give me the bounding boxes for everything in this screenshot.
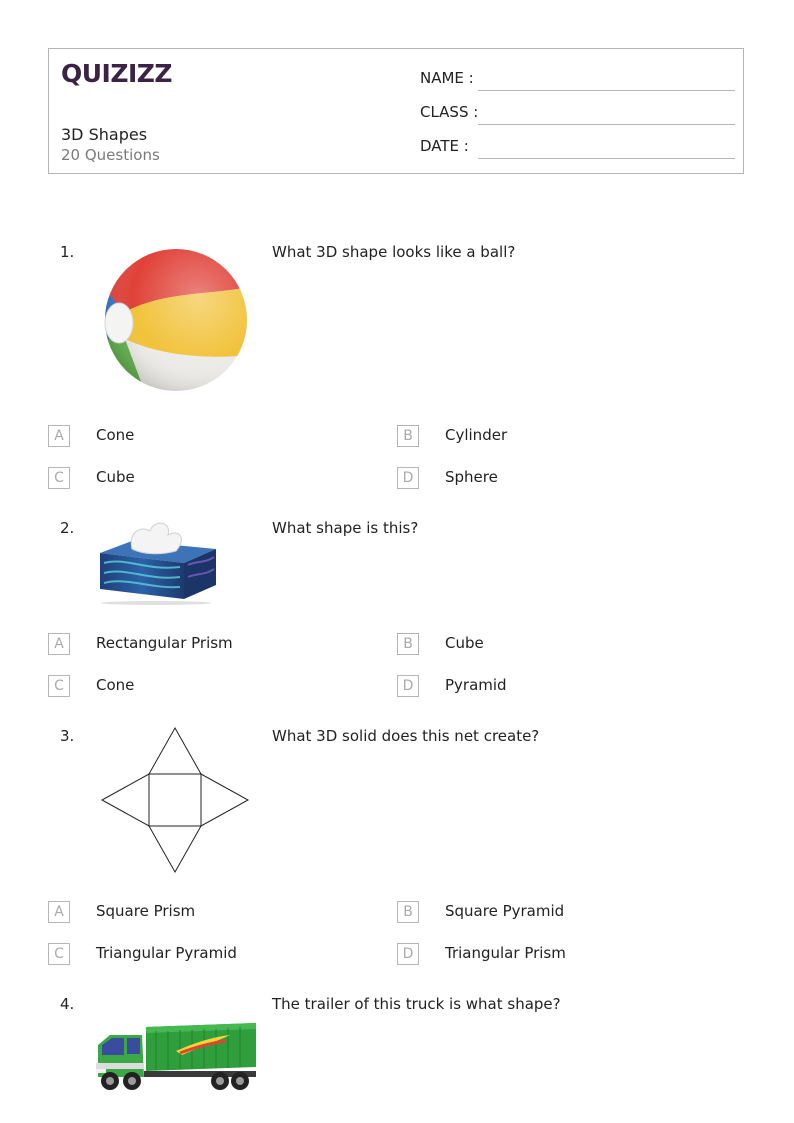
option-letter-box[interactable]: B — [397, 425, 419, 447]
worksheet-title: 3D Shapes — [61, 125, 148, 144]
option-letter-box[interactable]: B — [397, 633, 419, 655]
pyramid-net-image — [100, 727, 250, 875]
option-letter-box[interactable]: B — [397, 901, 419, 923]
beach-ball-image — [103, 247, 249, 393]
option-text: Rectangular Prism — [96, 634, 233, 652]
question-number: 3. — [60, 727, 75, 745]
option-letter-box[interactable]: C — [48, 467, 70, 489]
date-field[interactable] — [420, 135, 735, 159]
worksheet-header — [48, 48, 744, 174]
option-letter-box[interactable]: D — [397, 943, 419, 965]
option-letter-box[interactable]: C — [48, 943, 70, 965]
option-text: Pyramid — [445, 676, 507, 694]
class-line[interactable] — [478, 124, 735, 125]
tissue-box-image — [96, 519, 218, 605]
question-text: What 3D shape looks like a ball? — [272, 243, 516, 261]
option-text: Cone — [96, 676, 135, 694]
option-letter-box[interactable]: A — [48, 425, 70, 447]
question-text: The trailer of this truck is what shape? — [272, 995, 561, 1013]
option-letter-box[interactable]: C — [48, 675, 70, 697]
question-text: What shape is this? — [272, 519, 419, 537]
truck-image — [94, 1021, 258, 1093]
option-text: Triangular Prism — [445, 944, 566, 962]
question-number: 1. — [60, 243, 75, 261]
name-label: NAME : — [420, 69, 474, 87]
option-letter-box[interactable]: D — [397, 675, 419, 697]
option-text: Triangular Pyramid — [96, 944, 237, 962]
option-text: Cube — [96, 468, 135, 486]
question-number: 2. — [60, 519, 75, 537]
name-line[interactable] — [478, 90, 735, 91]
option-text: Square Pyramid — [445, 902, 565, 920]
option-text: Cone — [96, 426, 135, 444]
option-letter-box[interactable]: A — [48, 901, 70, 923]
date-label: DATE : — [420, 137, 469, 155]
class-field[interactable] — [420, 101, 735, 125]
question-number: 4. — [60, 995, 75, 1013]
option-text: Cylinder — [445, 426, 508, 444]
quizizz-logo: QUIZIZZ — [61, 59, 173, 88]
option-text: Cube — [445, 634, 484, 652]
option-text: Square Prism — [96, 902, 196, 920]
class-label: CLASS : — [420, 103, 479, 121]
name-field[interactable] — [420, 67, 735, 91]
question-text: What 3D solid does this net create? — [272, 727, 540, 745]
option-letter-box[interactable]: A — [48, 633, 70, 655]
option-text: Sphere — [445, 468, 498, 486]
date-line[interactable] — [478, 158, 735, 159]
option-letter-box[interactable]: D — [397, 467, 419, 489]
question-count: 20 Questions — [61, 146, 160, 164]
